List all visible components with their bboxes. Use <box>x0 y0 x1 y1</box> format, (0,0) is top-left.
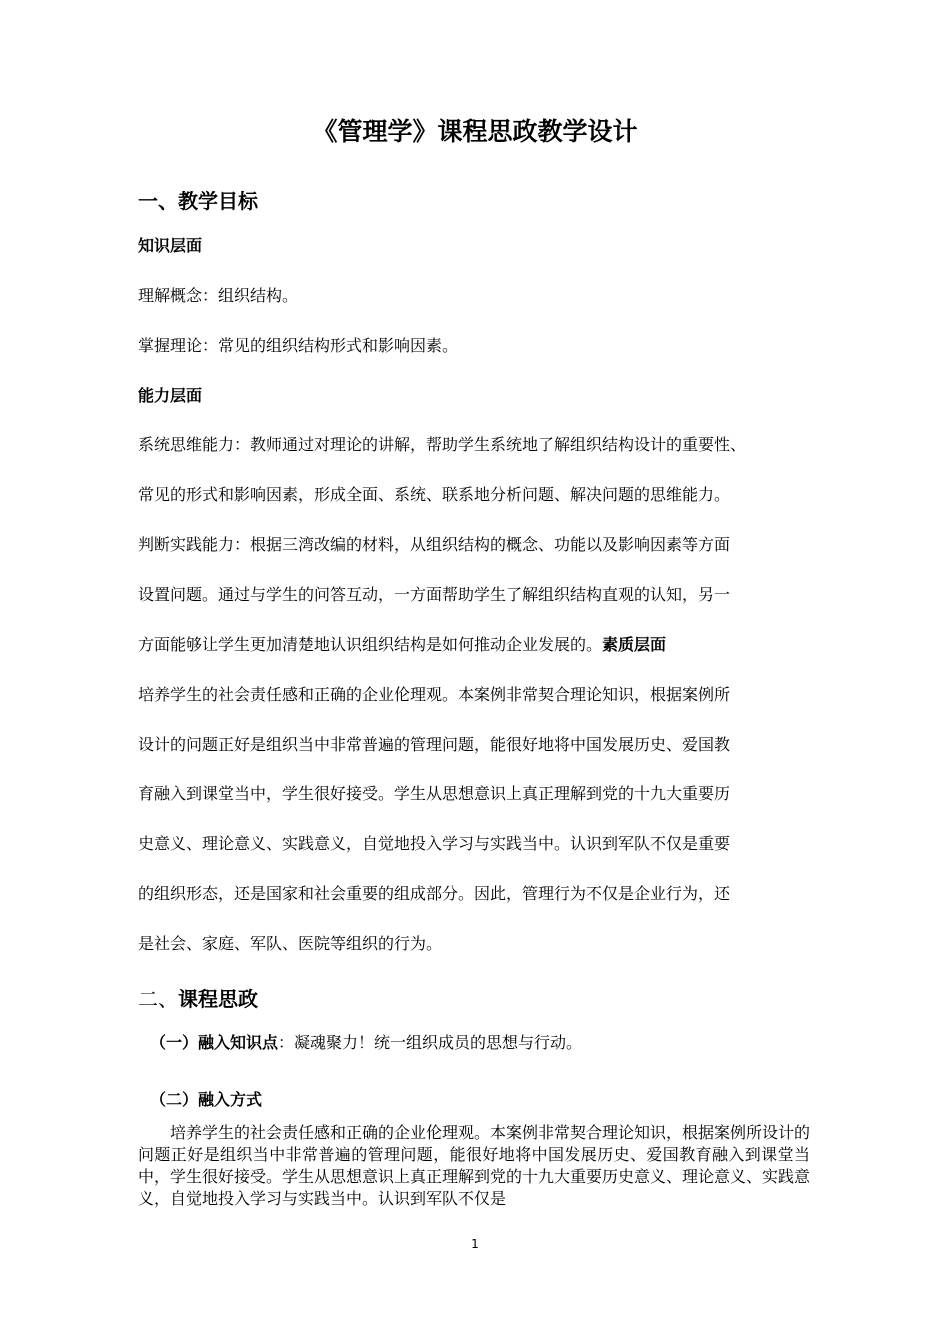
knowledge-point-label: （一）融入知识点 <box>150 1033 279 1052</box>
section-heading-text: 课程思政 <box>178 987 258 1011</box>
knowledge-line: 理解概念：组织结构。 <box>138 286 299 305</box>
knowledge-point-text: ：凝魂聚力！统一组织成员的思想与行动。 <box>278 1033 583 1052</box>
ability-line-text: 方面能够让学生更加清楚地认识组织结构是如何推动企业发展的。 <box>138 635 603 654</box>
section-heading-teaching-goals: 一、教学目标 <box>138 189 258 213</box>
integration-method-label: （二）融入方式 <box>150 1090 263 1109</box>
quality-line: 育融入到课堂当中，学生很好接受。学生从思想意识上真正理解到党的十九大重要历 <box>138 784 731 803</box>
knowledge-line: 掌握理论：常见的组织结构形式和影响因素。 <box>138 336 459 355</box>
quality-line: 培养学生的社会责任感和正确的企业伦理观。本案例非常契合理论知识，根据案例所 <box>138 685 731 704</box>
section-heading-course-ideology <box>138 984 258 1014</box>
integration-method-heading <box>150 1087 262 1113</box>
ability-line: 常见的形式和影响因素，形成全面、系统、联系地分析问题、解决问题的思维能力。 <box>138 485 731 504</box>
quality-line: 的组织形态，还是国家和社会重要的组成部分。因此，管理行为不仅是企业行为，还 <box>138 884 731 903</box>
knowledge-point <box>150 1030 582 1056</box>
page-number: 1 <box>471 1237 479 1251</box>
ability-line: 设置问题。通过与学生的问答互动，一方面帮助学生了解组织结构直观的认知，另一 <box>138 585 731 604</box>
quality-line: 是社会、家庭、军队、医院等组织的行为。 <box>138 934 443 953</box>
subheading-quality: 素质层面 <box>602 635 667 654</box>
ability-line <box>138 632 666 658</box>
section-number: 二、 <box>138 987 178 1011</box>
subheading-ability: 能力层面 <box>138 386 203 405</box>
subheading-knowledge: 知识层面 <box>138 236 203 255</box>
document-title: 《管理学》课程思政教学设计 <box>312 117 638 146</box>
quality-line: 史意义、理论意义、实践意义，自觉地投入学习与实践当中。认识到军队不仅是重要 <box>138 834 731 853</box>
ability-line: 判断实践能力：根据三湾改编的材料，从组织结构的概念、功能以及影响因素等方面 <box>138 535 731 554</box>
integration-method-paragraph: 培养学生的社会责任感和正确的企业伦理观。本案例非常契合理论知识，根据案例所设计的问题正好是组织当中非常普遍的管理问题，能很好地将中国发展历史、爱国教育融入到课堂当中，学生很好接受。学生从思想意识上真正理解到党的十九大重要历史意义、理论意义、实践意义，自觉地投入学习与实践当中。认识到军队不仅是 <box>138 1123 811 1208</box>
quality-line: 设计的问题正好是组织当中非常普遍的管理问题，能很好地将中国发展历史、爱国教 <box>138 735 731 754</box>
ability-line: 系统思维能力：教师通过对理论的讲解，帮助学生系统地了解组织结构设计的重要性、 <box>138 435 747 454</box>
